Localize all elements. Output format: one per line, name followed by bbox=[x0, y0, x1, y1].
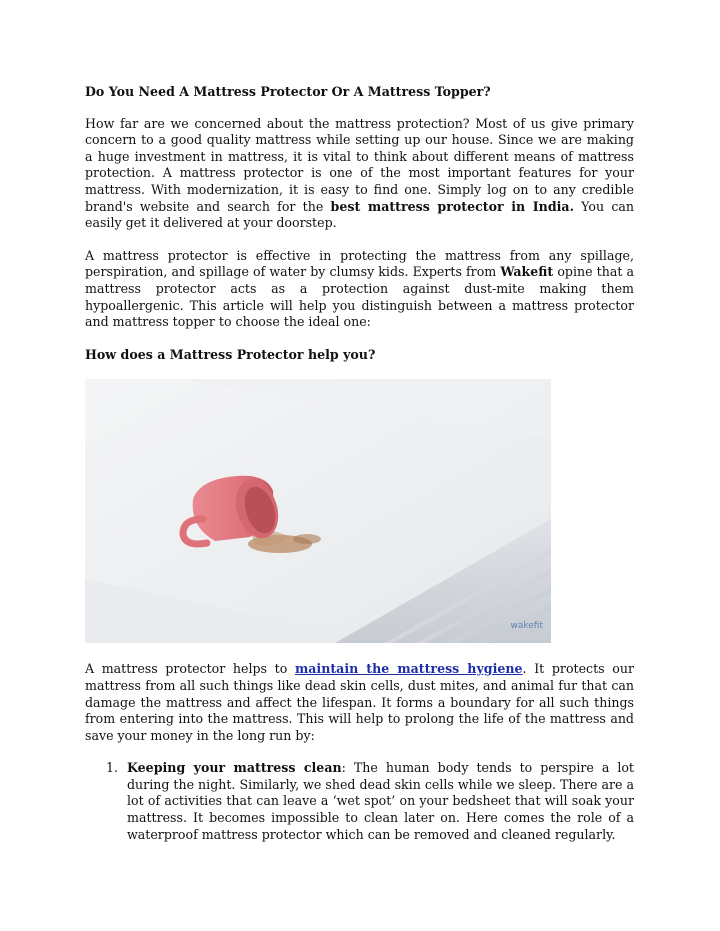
image-watermark: wakefit bbox=[510, 620, 543, 631]
intro-text: How far are we concerned about the mattress protection? Most of us give primary concern to a good quality mattress while setting up our house. Since we are making a huge investment in mattress, it is vital to think about different means of mattress protection. A mattress protector is one of the most important features for your mattress. With modernization, it is easy to find one. Simply log on to any credible brand's website and search for the bbox=[85, 115, 634, 214]
third-text: A mattress protector helps to bbox=[85, 661, 295, 677]
third-text-end: . It protects our mattress from all such things like dead skin cells, dust mites, and animal fur that can damage the mattress and affect the lifespan. It forms a boundary for all such things from entering into the mattress. This will help to prolong the life of the mattress and save your money in the long run by: bbox=[85, 661, 634, 743]
intro-bold-phrase: best mattress protector in India. bbox=[330, 198, 574, 214]
list-item bbox=[85, 760, 634, 843]
intro-text-end: You can easily get it delivered at your doorstep. bbox=[85, 198, 634, 231]
list-item-text: : The human body tends to perspire a lot during the night. Similarly, we shed dead skin cells while we sleep. There are a lot of activities that can leave a ‘wet spot’ on your bedsheet that will soak your mattress. It becomes impossible to clean later on. Here comes the role of a waterproof mattress protector which can be removed and cleaned regularly. bbox=[127, 760, 634, 842]
section-heading: How does a Mattress Protector help you? bbox=[85, 346, 376, 362]
hygiene-link[interactable]: maintain the mattress hygiene bbox=[294, 661, 523, 677]
article-title: Do You Need A Mattress Protector Or A Mattress Topper? bbox=[85, 84, 491, 99]
mattress-photo bbox=[85, 379, 551, 643]
intro-paragraph bbox=[85, 116, 634, 232]
second-text: A mattress protector is effective in protecting the mattress from any spillage, perspiration, and spillage of water by clumsy kids. Experts from bbox=[85, 247, 634, 280]
third-paragraph bbox=[85, 661, 634, 744]
second-text-end: opine that a mattress protector acts as a protection against dust-mite making them hypoallergenic. This article will help you distinguish between a mattress protector and mattress topper to choose the ideal one: bbox=[85, 264, 634, 330]
benefits-list bbox=[85, 760, 634, 843]
second-paragraph bbox=[85, 248, 634, 331]
article bbox=[85, 84, 634, 843]
mattress-illustration bbox=[85, 379, 551, 643]
list-item-title: Keeping your mattress clean bbox=[127, 760, 342, 776]
list-number: 1. bbox=[106, 760, 119, 776]
brand-name: Wakefit bbox=[500, 264, 554, 280]
